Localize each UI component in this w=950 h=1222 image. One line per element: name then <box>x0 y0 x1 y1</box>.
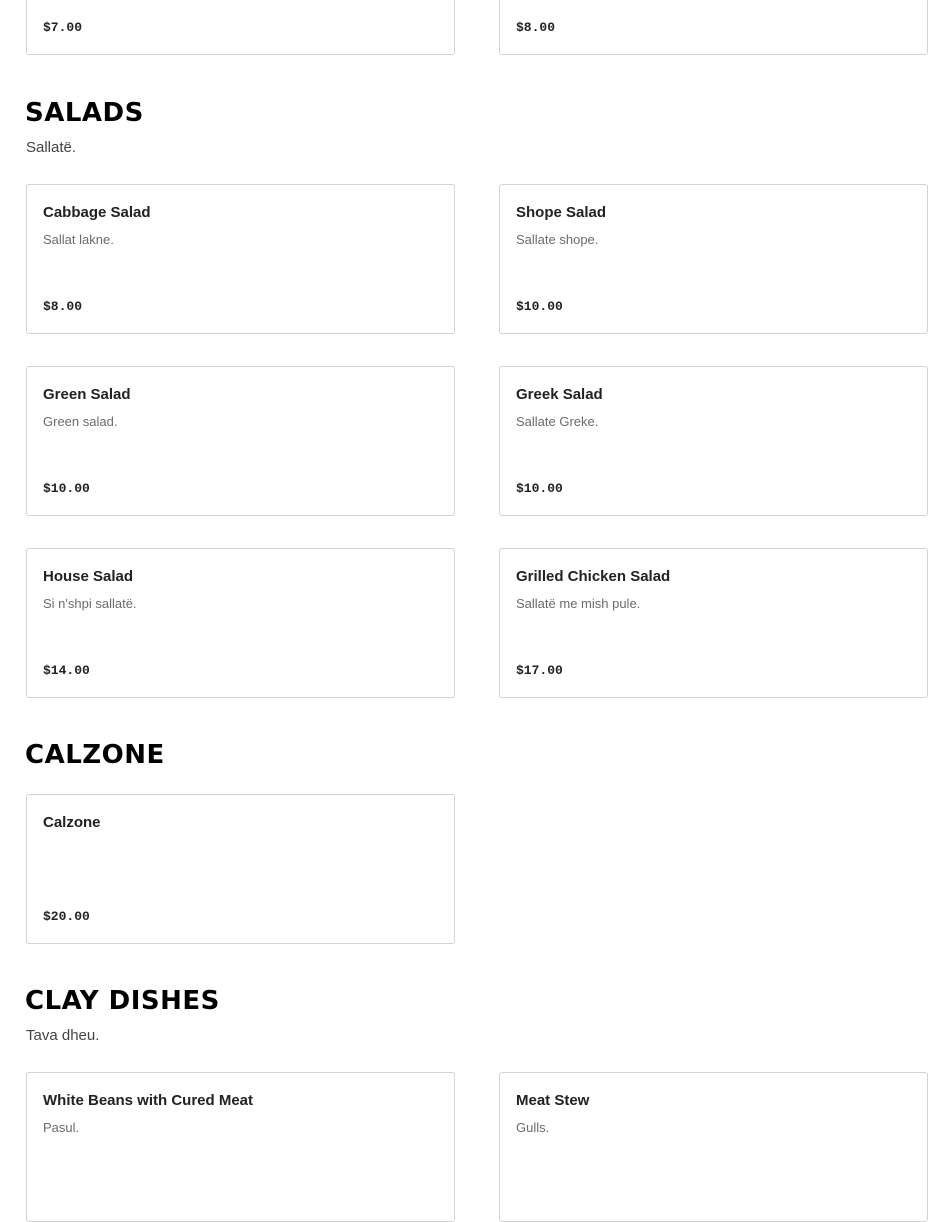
item-name: Calzone <box>43 814 101 831</box>
item-description: Sallate shope. <box>516 232 599 247</box>
section-title-clay-dishes: CLAY DISHES <box>25 986 220 1016</box>
item-price: $10.00 <box>516 299 563 314</box>
section-title-salads: SALADS <box>25 98 144 128</box>
item-price: $14.00 <box>43 663 90 678</box>
item-name: Shope Salad <box>516 204 607 221</box>
item-description: Si n'shpi sallatë. <box>43 596 137 611</box>
section-title-calzone: CALZONE <box>25 740 165 770</box>
item-price: $10.00 <box>43 481 90 496</box>
menu-item-card[interactable] <box>499 184 928 334</box>
menu-item-card[interactable] <box>26 548 455 698</box>
menu-item-card[interactable] <box>26 184 455 334</box>
menu-item-card[interactable] <box>499 1072 928 1222</box>
item-description: Pasul. <box>43 1120 80 1135</box>
item-name: White Beans with Cured Meat <box>43 1092 254 1109</box>
item-name: House Salad <box>43 568 134 585</box>
menu-item-card[interactable] <box>26 794 455 944</box>
item-description: Gulls. <box>516 1120 550 1135</box>
menu-item-card[interactable] <box>26 1072 455 1222</box>
menu-item-card[interactable] <box>499 548 928 698</box>
item-name: Green Salad <box>43 386 131 403</box>
menu-item-card[interactable] <box>26 366 455 516</box>
menu-item-card[interactable] <box>499 0 928 55</box>
item-name: Greek Salad <box>516 386 603 403</box>
item-price: $20.00 <box>43 909 90 924</box>
section-subtitle-salads: Sallatë. <box>26 139 77 156</box>
section-subtitle-clay-dishes: Tava dheu. <box>26 1027 100 1044</box>
item-price: $8.00 <box>43 299 83 314</box>
menu-item-card[interactable] <box>26 0 455 55</box>
item-price: $8.00 <box>516 20 556 35</box>
item-description: Sallate Greke. <box>516 414 599 429</box>
item-description: Sallatë me mish pule. <box>516 596 641 611</box>
item-name: Meat Stew <box>516 1092 590 1109</box>
item-price: $10.00 <box>516 481 563 496</box>
menu-item-card[interactable] <box>499 366 928 516</box>
item-name: Cabbage Salad <box>43 204 151 221</box>
item-description: Green salad. <box>43 414 118 429</box>
item-name: Grilled Chicken Salad <box>516 568 671 585</box>
item-price: $7.00 <box>43 20 83 35</box>
item-price: $17.00 <box>516 663 563 678</box>
item-description: Sallat lakne. <box>43 232 114 247</box>
